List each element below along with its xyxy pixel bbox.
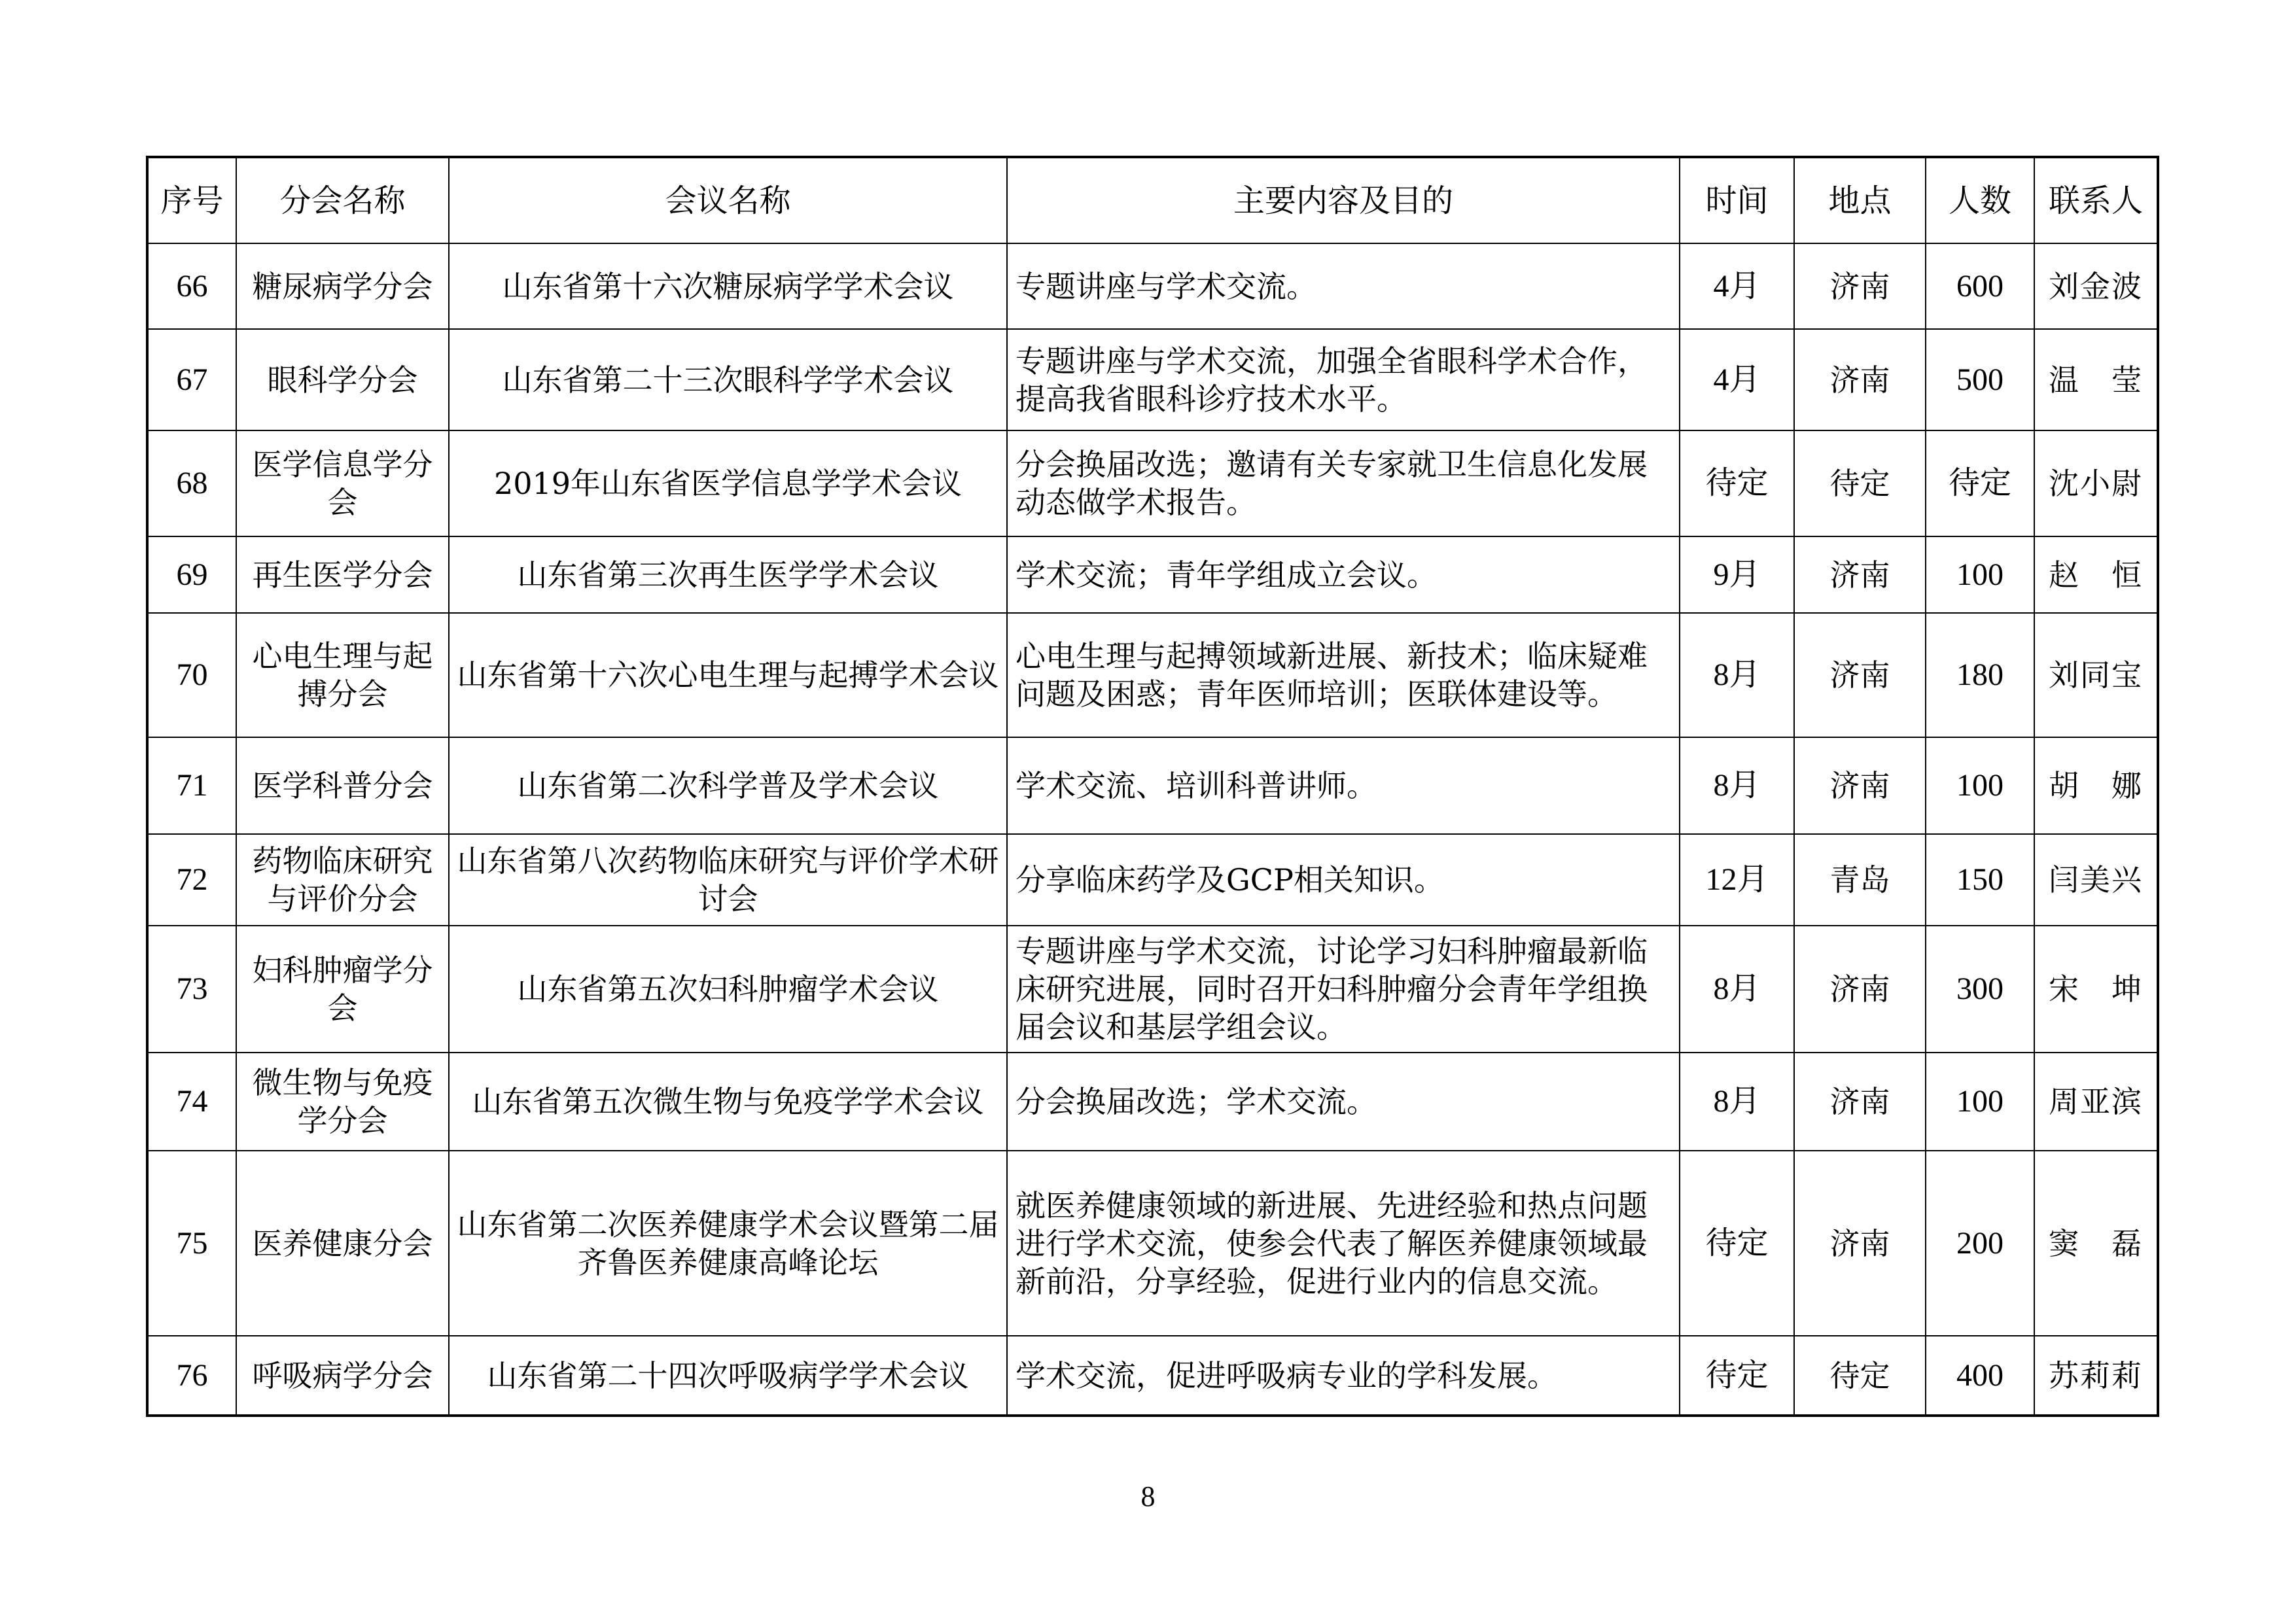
table-row bbox=[147, 1151, 2158, 1336]
cell-meeting: 2019年山东省医学信息学学术会议 bbox=[449, 430, 1007, 536]
cell-place: 济南 bbox=[1794, 1151, 1926, 1336]
cell-meeting: 山东省第五次微生物与免疫学学术会议 bbox=[449, 1053, 1007, 1151]
cell-place: 济南 bbox=[1794, 243, 1926, 329]
cell-count: 100 bbox=[1926, 1053, 2034, 1151]
table-row bbox=[147, 243, 2158, 329]
cell-place: 青岛 bbox=[1794, 834, 1926, 926]
cell-content: 学术交流、培训科普讲师。 bbox=[1007, 737, 1680, 834]
table-row bbox=[147, 329, 2158, 430]
cell-branch: 妇科肿瘤学分会 bbox=[236, 926, 449, 1053]
cell-count: 600 bbox=[1926, 243, 2034, 329]
cell-count: 180 bbox=[1926, 613, 2034, 737]
cell-place: 济南 bbox=[1794, 536, 1926, 613]
cell-branch: 微生物与免疫学分会 bbox=[236, 1053, 449, 1151]
header-row bbox=[147, 157, 2158, 243]
cell-content: 专题讲座与学术交流，讨论学习妇科肿瘤最新临床研究进展，同时召开妇科肿瘤分会青年学组换届会议和基层学组会议。 bbox=[1007, 926, 1680, 1053]
cell-place: 济南 bbox=[1794, 737, 1926, 834]
cell-content: 就医养健康领域的新进展、先进经验和热点问题进行学术交流，使参会代表了解医养健康领域最新前沿，分享经验，促进行业内的信息交流。 bbox=[1007, 1151, 1680, 1336]
cell-contact: 苏莉莉 bbox=[2034, 1336, 2158, 1416]
cell-place: 济南 bbox=[1794, 613, 1926, 737]
cell-no: 68 bbox=[147, 430, 236, 536]
cell-no: 66 bbox=[147, 243, 236, 329]
cell-count: 待定 bbox=[1926, 430, 2034, 536]
cell-place: 待定 bbox=[1794, 430, 1926, 536]
cell-meeting: 山东省第十六次心电生理与起搏学术会议 bbox=[449, 613, 1007, 737]
table-row bbox=[147, 834, 2158, 926]
cell-time: 8月 bbox=[1680, 613, 1794, 737]
page-number: 8 bbox=[1140, 1480, 1156, 1512]
table-row bbox=[147, 737, 2158, 834]
header-cell-contact: 联系人 bbox=[2034, 157, 2158, 243]
cell-time: 12月 bbox=[1680, 834, 1794, 926]
cell-content: 分会换届改选；邀请有关专家就卫生信息化发展动态做学术报告。 bbox=[1007, 430, 1680, 536]
cell-no: 67 bbox=[147, 329, 236, 430]
cell-content: 分会换届改选；学术交流。 bbox=[1007, 1053, 1680, 1151]
cell-no: 74 bbox=[147, 1053, 236, 1151]
table-row bbox=[147, 613, 2158, 737]
cell-content: 心电生理与起搏领域新进展、新技术；临床疑难问题及困惑；青年医师培训；医联体建设等。 bbox=[1007, 613, 1680, 737]
cell-meeting: 山东省第二次医养健康学术会议暨第二届齐鲁医养健康高峰论坛 bbox=[449, 1151, 1007, 1336]
cell-time: 待定 bbox=[1680, 1151, 1794, 1336]
cell-meeting: 山东省第十六次糖尿病学学术会议 bbox=[449, 243, 1007, 329]
cell-content: 专题讲座与学术交流。 bbox=[1007, 243, 1680, 329]
cell-count: 400 bbox=[1926, 1336, 2034, 1416]
cell-contact: 闫美兴 bbox=[2034, 834, 2158, 926]
cell-contact: 温 莹 bbox=[2034, 329, 2158, 430]
cell-contact: 窦 磊 bbox=[2034, 1151, 2158, 1336]
cell-place: 济南 bbox=[1794, 329, 1926, 430]
cell-content: 专题讲座与学术交流，加强全省眼科学术合作，提高我省眼科诊疗技术水平。 bbox=[1007, 329, 1680, 430]
cell-no: 75 bbox=[147, 1151, 236, 1336]
cell-content: 学术交流，促进呼吸病专业的学科发展。 bbox=[1007, 1336, 1680, 1416]
cell-branch: 呼吸病学分会 bbox=[236, 1336, 449, 1416]
table-row bbox=[147, 1336, 2158, 1416]
cell-content: 学术交流；青年学组成立会议。 bbox=[1007, 536, 1680, 613]
cell-no: 69 bbox=[147, 536, 236, 613]
table-body bbox=[147, 243, 2158, 1416]
table-row bbox=[147, 926, 2158, 1053]
cell-contact: 宋 坤 bbox=[2034, 926, 2158, 1053]
cell-count: 150 bbox=[1926, 834, 2034, 926]
cell-count: 300 bbox=[1926, 926, 2034, 1053]
cell-contact: 胡 娜 bbox=[2034, 737, 2158, 834]
header-cell-meeting: 会议名称 bbox=[449, 157, 1007, 243]
header-cell-place: 地点 bbox=[1794, 157, 1926, 243]
cell-time: 4月 bbox=[1680, 243, 1794, 329]
cell-time: 9月 bbox=[1680, 536, 1794, 613]
cell-branch: 医学信息学分会 bbox=[236, 430, 449, 536]
cell-branch: 心电生理与起搏分会 bbox=[236, 613, 449, 737]
cell-contact: 刘金波 bbox=[2034, 243, 2158, 329]
cell-count: 200 bbox=[1926, 1151, 2034, 1336]
table-row bbox=[147, 1053, 2158, 1151]
cell-time: 待定 bbox=[1680, 1336, 1794, 1416]
cell-contact: 刘同宝 bbox=[2034, 613, 2158, 737]
cell-count: 100 bbox=[1926, 536, 2034, 613]
cell-contact: 赵 恒 bbox=[2034, 536, 2158, 613]
cell-branch: 医养健康分会 bbox=[236, 1151, 449, 1336]
cell-count: 500 bbox=[1926, 329, 2034, 430]
table-row bbox=[147, 536, 2158, 613]
header-cell-no: 序号 bbox=[147, 157, 236, 243]
cell-branch: 药物临床研究与评价分会 bbox=[236, 834, 449, 926]
header-cell-time: 时间 bbox=[1680, 157, 1794, 243]
cell-time: 8月 bbox=[1680, 737, 1794, 834]
cell-time: 8月 bbox=[1680, 1053, 1794, 1151]
cell-contact: 沈小尉 bbox=[2034, 430, 2158, 536]
cell-meeting: 山东省第三次再生医学学术会议 bbox=[449, 536, 1007, 613]
cell-no: 70 bbox=[147, 613, 236, 737]
cell-meeting: 山东省第二十四次呼吸病学学术会议 bbox=[449, 1336, 1007, 1416]
cell-branch: 再生医学分会 bbox=[236, 536, 449, 613]
cell-no: 73 bbox=[147, 926, 236, 1053]
cell-no: 72 bbox=[147, 834, 236, 926]
header-cell-content: 主要内容及目的 bbox=[1007, 157, 1680, 243]
table-row bbox=[147, 430, 2158, 536]
cell-place: 济南 bbox=[1794, 1053, 1926, 1151]
cell-meeting: 山东省第二十三次眼科学学术会议 bbox=[449, 329, 1007, 430]
cell-meeting: 山东省第八次药物临床研究与评价学术研讨会 bbox=[449, 834, 1007, 926]
cell-branch: 医学科普分会 bbox=[236, 737, 449, 834]
cell-place: 待定 bbox=[1794, 1336, 1926, 1416]
cell-count: 100 bbox=[1926, 737, 2034, 834]
cell-contact: 周亚滨 bbox=[2034, 1053, 2158, 1151]
cell-branch: 糖尿病学分会 bbox=[236, 243, 449, 329]
cell-time: 待定 bbox=[1680, 430, 1794, 536]
cell-content: 分享临床药学及GCP相关知识。 bbox=[1007, 834, 1680, 926]
cell-meeting: 山东省第五次妇科肿瘤学术会议 bbox=[449, 926, 1007, 1053]
cell-meeting: 山东省第二次科学普及学术会议 bbox=[449, 737, 1007, 834]
conference-table bbox=[146, 156, 2159, 1417]
cell-no: 76 bbox=[147, 1336, 236, 1416]
cell-time: 4月 bbox=[1680, 329, 1794, 430]
header-cell-count: 人数 bbox=[1926, 157, 2034, 243]
cell-no: 71 bbox=[147, 737, 236, 834]
cell-place: 济南 bbox=[1794, 926, 1926, 1053]
header-cell-branch: 分会名称 bbox=[236, 157, 449, 243]
cell-time: 8月 bbox=[1680, 926, 1794, 1053]
cell-branch: 眼科学分会 bbox=[236, 329, 449, 430]
